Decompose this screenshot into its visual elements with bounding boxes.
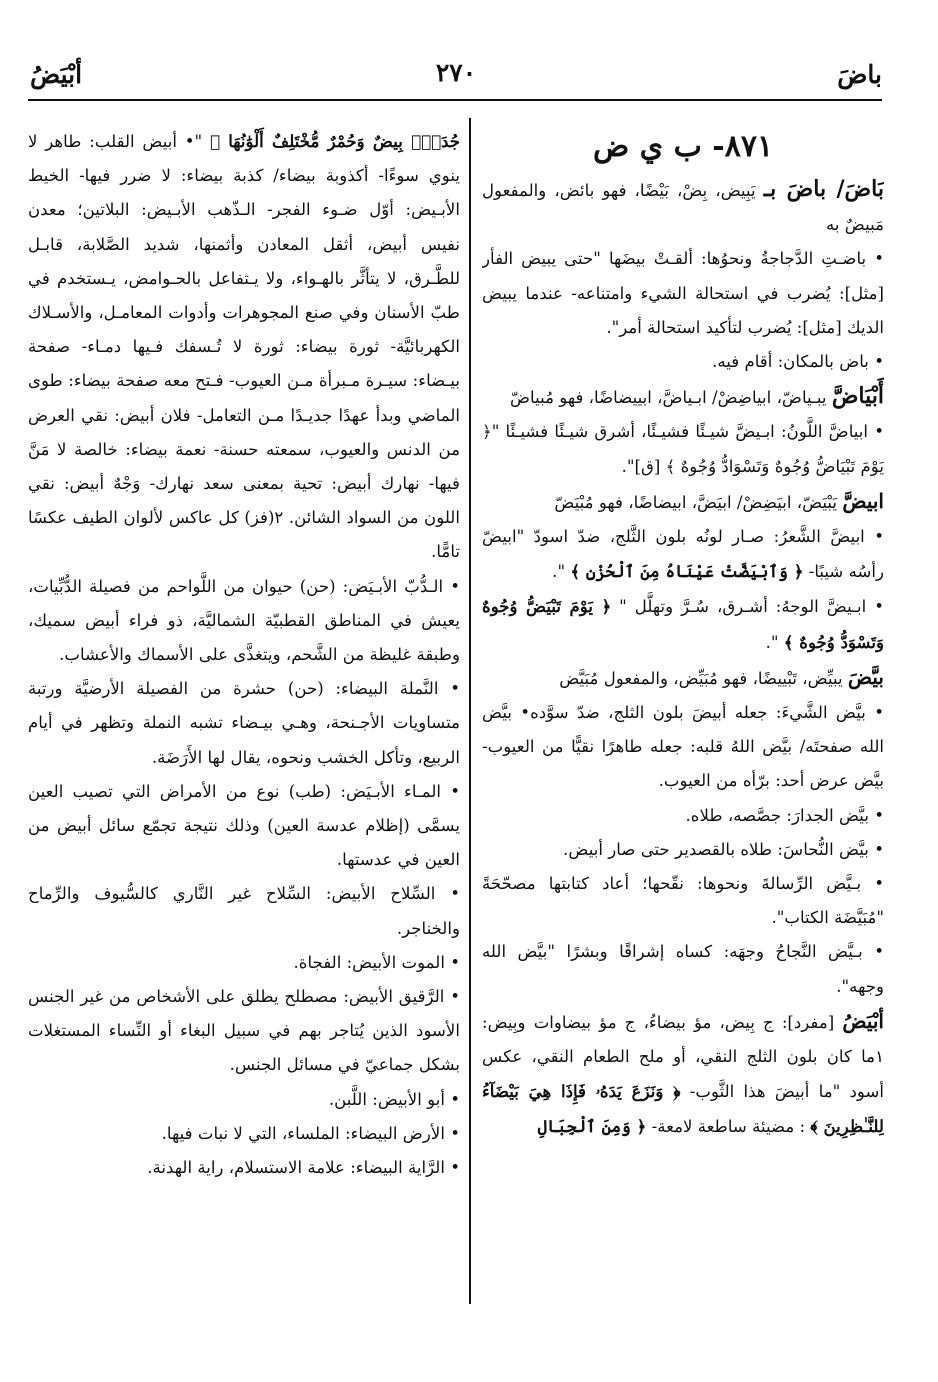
entry-text: يَبْيَضّ، ابيَضِضْ/ ابيَضَّ، ابيضاضًا، فهو مُبْيَضّ — [554, 492, 843, 512]
entry-paragraph — [482, 172, 884, 242]
sense-paragraph — [482, 589, 884, 659]
sense-paragraph: • بيَّض النُّحاسَ: طلاه بالقصدير حتى صار أبيض. — [563, 839, 884, 859]
entry-paragraph — [482, 1004, 884, 1145]
sense-paragraph: • الموت الأبيض: الفجاة. — [293, 952, 460, 972]
entry-paragraph — [482, 484, 884, 520]
sense-text: ". — [552, 562, 571, 582]
sense-text: ". — [765, 632, 784, 652]
sense-paragraph: • الـدُّبّ الأبـيَض: (حن) حيوان من اللَّواحم من فصيلة الدُّبِّيات، يعيش في المناطق القطبيّة الشماليَّة، ذو فراء أبيض سميك، وطبقة غليظة من الشَّحم، ويتغذَّى على الأسماك والأعشاب. — [28, 576, 460, 665]
sense-paragraph: • باض بالمكان: أقام فيه. — [712, 352, 884, 372]
sense-paragraph: • أبو الأبيض: اللَّبن. — [328, 1089, 460, 1109]
sense-paragraph: • المـاء الأبـيَض: (طب) نوع من الأمراض التي تصيب العين يسمَّى (إظلام عدسة العين) وذلك نتيجة تجمّع سائل أبيض من العين في عدستها. — [28, 781, 460, 870]
sense-paragraph: • الرَّقيق الأبيض: مصطلح يطلق على الأشخاص من غير الجنس الأسود الذين يُتاجر بهم في سبيل البغاء أو النِّساء المستغلات بشكل جماعيّ في مسائل الجنس. — [28, 987, 460, 1075]
sense-paragraph: • الرَّاية البيضاء: علامة الاستسلام، راية الهدنة. — [147, 1158, 460, 1178]
quran-quote: ﴿ وَمِنَ ٱلْجِبَالِ — [537, 1116, 647, 1137]
sense-paragraph: • بيَّض الجدارَ: جصَّصه، طلاه. — [685, 805, 884, 825]
column-divider — [469, 118, 471, 1304]
quran-quote: ﴿ وَٱبْيَضَّتْ عَيْنَاهُ مِنَ ٱلْحُزْنِ ﴾ — [570, 561, 804, 582]
sense-paragraph: • بيَّض الشَّيءَ: جعله أبيضَ بلون الثلج، ضدّ سوَّده• بيَّض الله صفحتَه/ بيَّض اللهُ قلبه: جعله طاهرًا نقيًّا من العيوب- بيَّض عرض أحد: برّأه من العيوب. — [482, 703, 884, 791]
quran-quote: ﴿ وَنَزَعَ يَدَهُۥ فَإِذَا هِيَ بَيْضَآءُ لِلنَّـٰظِرِينَ ﴾ — [482, 1081, 884, 1137]
entry-headword: أبْيَضُ — [842, 1008, 884, 1033]
entry-text: [مفرد]: ج بِيض، مؤ بيضاءُ، ج مؤ بيضاوات وبِيض: ١ما كان بلون الثلج النقي، أو ملح الطعام النقي، عكس أسود "ما أبيضَ هذا الثَّوب- — [482, 1012, 884, 1102]
entry-text: : مضيئة ساطعة لامعة- — [646, 1117, 811, 1137]
entry-headword: ابيضَّ — [842, 488, 884, 513]
entry-text: يَبِيض، بِضْ، بَيْضًا، فهو بائض، والمفعول مَبيضٌ به — [482, 181, 884, 235]
sense-text: • ابيضَّ الشَّعرُ: صـار لونُه بلون الثَّلج، ضدّ اسودّ "ابيضّ رأسُه شيبًا- — [482, 527, 884, 582]
sense-text: • ابـيضَّ الوجهُ: أشـرق، سُـرَّ وتهلَّل " — [611, 597, 884, 617]
entry-headword: بيَّضَ — [847, 664, 884, 689]
sense-paragraph: • بـيَّض النَّجاحُ وجهَه: كساه إشراقًا وبشرًا "بيَّض الله وجهه". — [482, 942, 884, 996]
quran-quote: ﴿ يَوْمَ تَبْيَضُّ وُجُوهٌ وَتَسْوَدُّ وُجُوهٌ ﴾ — [482, 596, 884, 652]
root-heading: ٨٧١- ب ي ض — [592, 129, 774, 164]
sense-text: "• أبيض القلب: طاهر لا ينوي سوءًا- أكذوبة بيضاء/ كذبة بيضاء: لا ضرر فيها- الخيط الأبـيض: أوّل ضـوء الفجر- الـذّهب الأبـيض: البلاتين؛ معدن نفيس أبيض، أثقل المعادن وأثمنها، شديد الصَّلابة، قابـل للطَّـرق، لا يتأثَّر بالهـواء، ولا يـتفاعل بالحـوامض، يـستخدم في طبّ الأسنان وفي صنع المجوهرات وأدوات المعامـل، والأسـلاك الكهربائيَّة- ثورة بيضاء: ثورة لا تُـسفك فـيها دمـاء- صفحة بيـضاء: سيـرة مـبرأة مـن العيوب- فـتح معه صفحة بيضاء: طوى الماضي وبدأ عهدًا جديـدًا مـن التعامل- فلان أبيض: نقي العرض من الدنس والعيوب، سمعته حسنة- نعمة بيضاء: خالصة لا مَنَّ فيها- نهارك أبيض: تحية بمعنى سعد نهارك- وَجْهٌ أبيض: نقي اللون من السواد الشائن. ٢(فز) كل عاكس لألوان الطيف عكسًا تامًّا. — [28, 132, 460, 562]
entry-headword: أَبْيَاضَّ — [831, 383, 884, 410]
entry-paragraph — [482, 660, 884, 696]
sense-paragraph: • السِّلاح الأبيض: السِّلاح غير النَّاري كالسُّيوف والرِّماح والخناجر. — [28, 884, 460, 938]
entry-paragraph — [482, 379, 884, 415]
sense-paragraph — [482, 520, 884, 589]
page-number: ٢٧٠ — [435, 58, 477, 87]
sense-paragraph — [28, 124, 460, 570]
sense-paragraph: • ابياضَّ اللَّونُ: ابـيضَّ شيـئًا فشيـئًا، أشرق شيـئًا فشيـئًا "﴿ يَوْمَ تَبْيَاضُّ وُجُوهٌ وَتَسْوَادُّ وُجُوهٌ ﴾ [ق]". — [482, 422, 884, 476]
sense-paragraph: • الأرض البيضاء: الملساء، التي لا نبات فيها. — [161, 1123, 460, 1143]
left-column — [28, 124, 460, 1304]
quran-quote: جُدَدٌۢ بِيضٌ وَحُمْرٌ مُّخْتَلِفٌ أَلْوَٰنُهَا ﴾ — [209, 131, 460, 151]
sense-paragraph: • باضـتِ الدَّجاجةُ ونحوُها: ألقـتْ بيضَها "حتى يبيض الفأر [مثل]: يُضرب في استحالة الشيء وامتناعه- عندما يبيض الديك [مثل]: يُضرب لتأكيد استحالة أمر". — [482, 249, 884, 337]
entry-text: يبـياضّ، ابياضِضْ/ ابـياضَّ، ابييضاضًا، فهو مُبياضّ — [509, 388, 832, 408]
sense-paragraph: • بـيَّض الرِّسالةَ ونحوها: نقّحها؛ أعاد كتابتها مصحّحَةً "مُبَيَّضَة الكتاب". — [482, 874, 884, 928]
header-guide-word-last: أبْيَضُ — [30, 60, 83, 89]
sense-paragraph: • النَّملة البيضاء: (حن) حشرة من الفصيلة الأرضيَّة ورتبة متساويات الأجـنحة، وهـي بيـضاء تشبه النملة وتظهر في أيام الربيع، وتأكل الخشب ونحوه، يقال لها الأَرَضَة. — [28, 679, 460, 767]
right-column — [482, 124, 884, 1304]
header-guide-word-first: باضَ — [837, 60, 882, 89]
page-header — [30, 52, 882, 98]
header-divider — [28, 99, 882, 101]
entry-text: يبيِّض، تَبْييضًا، فهو مُبَيِّض، والمفعول مُبَيَّض — [559, 668, 848, 688]
entry-headword: بَاضَ/ باضَ بـ — [763, 176, 884, 202]
